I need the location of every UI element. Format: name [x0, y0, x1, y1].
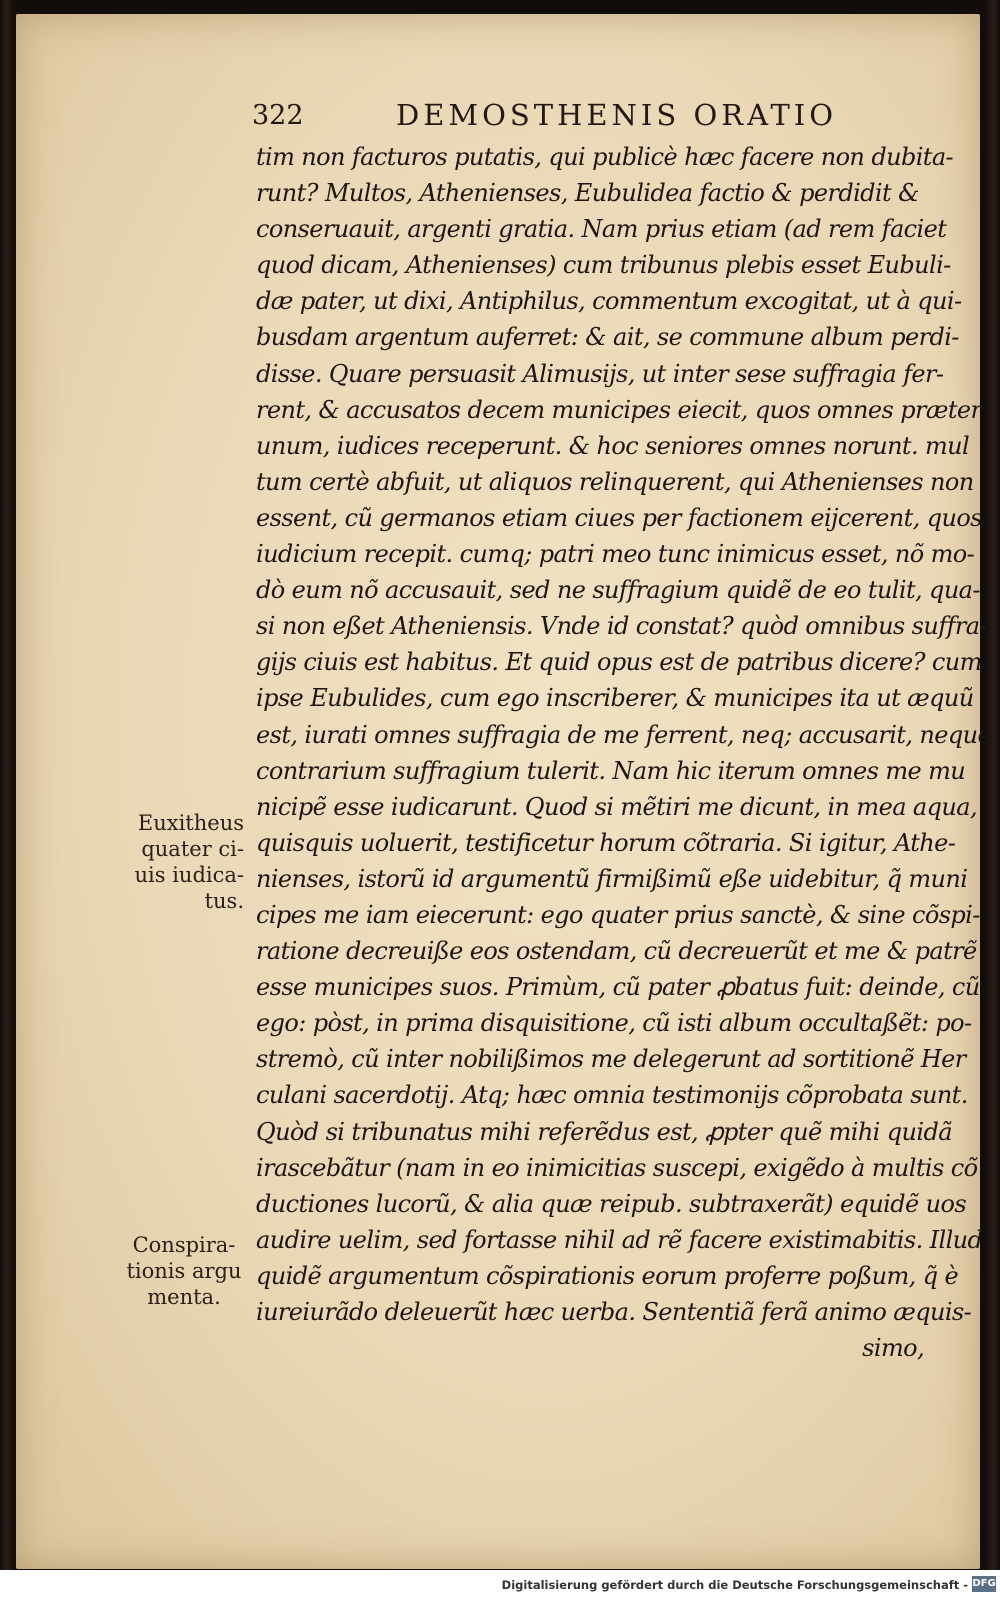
text-line: nicipẽ esse iudicarunt. Quod si mẽtiri me dicunt, in mea aqua,: [256, 792, 977, 821]
margin-note-line: Conspira-: [132, 1233, 236, 1257]
text-line: ipse Eubulides, cum ego inscriberer, & municipes ita ut æquũ: [256, 684, 974, 713]
page-header: [252, 96, 852, 136]
margin-note-line: tus.: [204, 889, 244, 913]
book-page: [16, 14, 992, 1569]
margin-note-line: tionis argu: [126, 1259, 242, 1283]
text-line: contrarium suffragium tulerit. Nam hic iterum omnes me mu: [256, 756, 966, 785]
footer-bar: [0, 1570, 1000, 1600]
text-line: tum certè abfuit, ut aliquos relinquerent, qui Athenienses non: [256, 467, 974, 496]
margin-note-line: menta.: [147, 1285, 221, 1309]
text-line: unum, iudices receperunt. & hoc seniores omnes norunt. mul: [256, 431, 970, 460]
text-line: quisquis uoluerit, testificetur horum cõtraria. Si igitur, Athe-: [256, 828, 956, 857]
text-line: cipes me iam eiecerunt: ego quater prius sanctè, & sine cõspi-: [256, 900, 980, 929]
text-line: essent, cũ germanos etiam ciues per factionem eijcerent, quos: [256, 503, 982, 532]
text-line: quod dicam, Athenienses) cum tribunus plebis esset Eubuli-: [256, 251, 951, 280]
text-line: culani sacerdotij. Atq; hæc omnia testimonijs cõprobata sunt.: [256, 1081, 968, 1110]
text-line: audire uelim, sed fortasse nihil ad rẽ facere existimabitis. Illud: [256, 1225, 983, 1254]
text-line: rent, & accusatos decem municipes eiecit, quos omnes præter: [256, 395, 982, 424]
main-text-block: [256, 139, 992, 1366]
text-line: iudicium recepit. cumq; patri meo tunc inimicus esset, nõ mo-: [256, 540, 975, 569]
running-title: DEMOSTHENIS ORATIO: [396, 98, 838, 132]
page-number: 322: [252, 100, 304, 131]
margin-note-conspirationis: [116, 1232, 252, 1310]
text-line: quidẽ argumentum cõspirationis eorum proferre poßum, q̃ è: [256, 1261, 959, 1290]
dfg-logo: DFG: [972, 1576, 996, 1592]
text-line: ductiones lucorũ, & alia quæ reipub. subtraxerãt) equidẽ uos: [256, 1189, 967, 1218]
text-line: ego: pòst, in prima disquisitione, cũ isti album occultaßẽt: po-: [256, 1009, 972, 1038]
text-line: esse municipes suos. Primùm, cũ pater ꝓbatus fuit: deinde, cũ: [256, 973, 980, 1002]
text-line: stremò, cũ inter nobilißimos me delegerunt ad sortitionẽ Her: [256, 1045, 966, 1074]
text-line: nienses, istorũ id argumentũ firmißimũ eße uidebitur, q̃ muni: [256, 864, 968, 893]
text-line: busdam argentum auferret: & ait, se commune album perdi-: [256, 323, 959, 352]
text-line: conseruauit, argenti gratia. Nam prius etiam (ad rem faciet: [256, 215, 947, 244]
margin-note-line: uis iudica-: [134, 863, 244, 887]
text-line: runt? Multos, Athenienses, Eubulidea factio & perdidit &: [256, 179, 919, 208]
funding-credit: Digitalisierung gefördert durch die Deutsche Forschungsgemeinschaft -: [501, 1578, 968, 1592]
text-line: iureiurãdo deleuerũt hæc uerba. Sententiã ferã animo æquis-: [256, 1298, 972, 1326]
text-line: irascebãtur (nam in eo inimicitias suscepi, exigẽdo à multis cõ: [256, 1153, 978, 1182]
catchword: simo,: [862, 1334, 924, 1363]
text-line: dæ pater, ut dixi, Antiphilus, commentum excogitat, ut à qui-: [256, 287, 962, 316]
text-line: dò eum nõ accusauit, sed ne suffragium quidẽ de eo tulit, qua-: [256, 576, 980, 605]
text-line: si non eßet Atheniensis. Vnde id constat? quòd omnibus suffra-: [256, 612, 987, 641]
margin-note-line: Euxitheus: [137, 811, 244, 835]
margin-note-line: quater ci-: [141, 837, 244, 861]
text-line: est, iurati omnes suffragia de me ferrent, neq; accusarit, neque: [256, 720, 992, 749]
text-line: disse. Quare persuasit Alimusijs, ut inter sese suffragia fer-: [256, 359, 944, 388]
text-line: gijs ciuis est habitus. Et quid opus est de patribus dicere? cum: [256, 648, 982, 677]
text-line: Quòd si tribunatus mihi referẽdus est, ꝓpter quẽ mihi quidã: [256, 1117, 952, 1146]
margin-note-euxitheus: [116, 810, 244, 914]
text-line: ratione decreuiße eos ostendam, cũ decreuerũt et me & patrẽ: [256, 937, 977, 966]
text-line: tim non facturos putatis, qui publicè hæc facere non dubita-: [256, 143, 954, 171]
